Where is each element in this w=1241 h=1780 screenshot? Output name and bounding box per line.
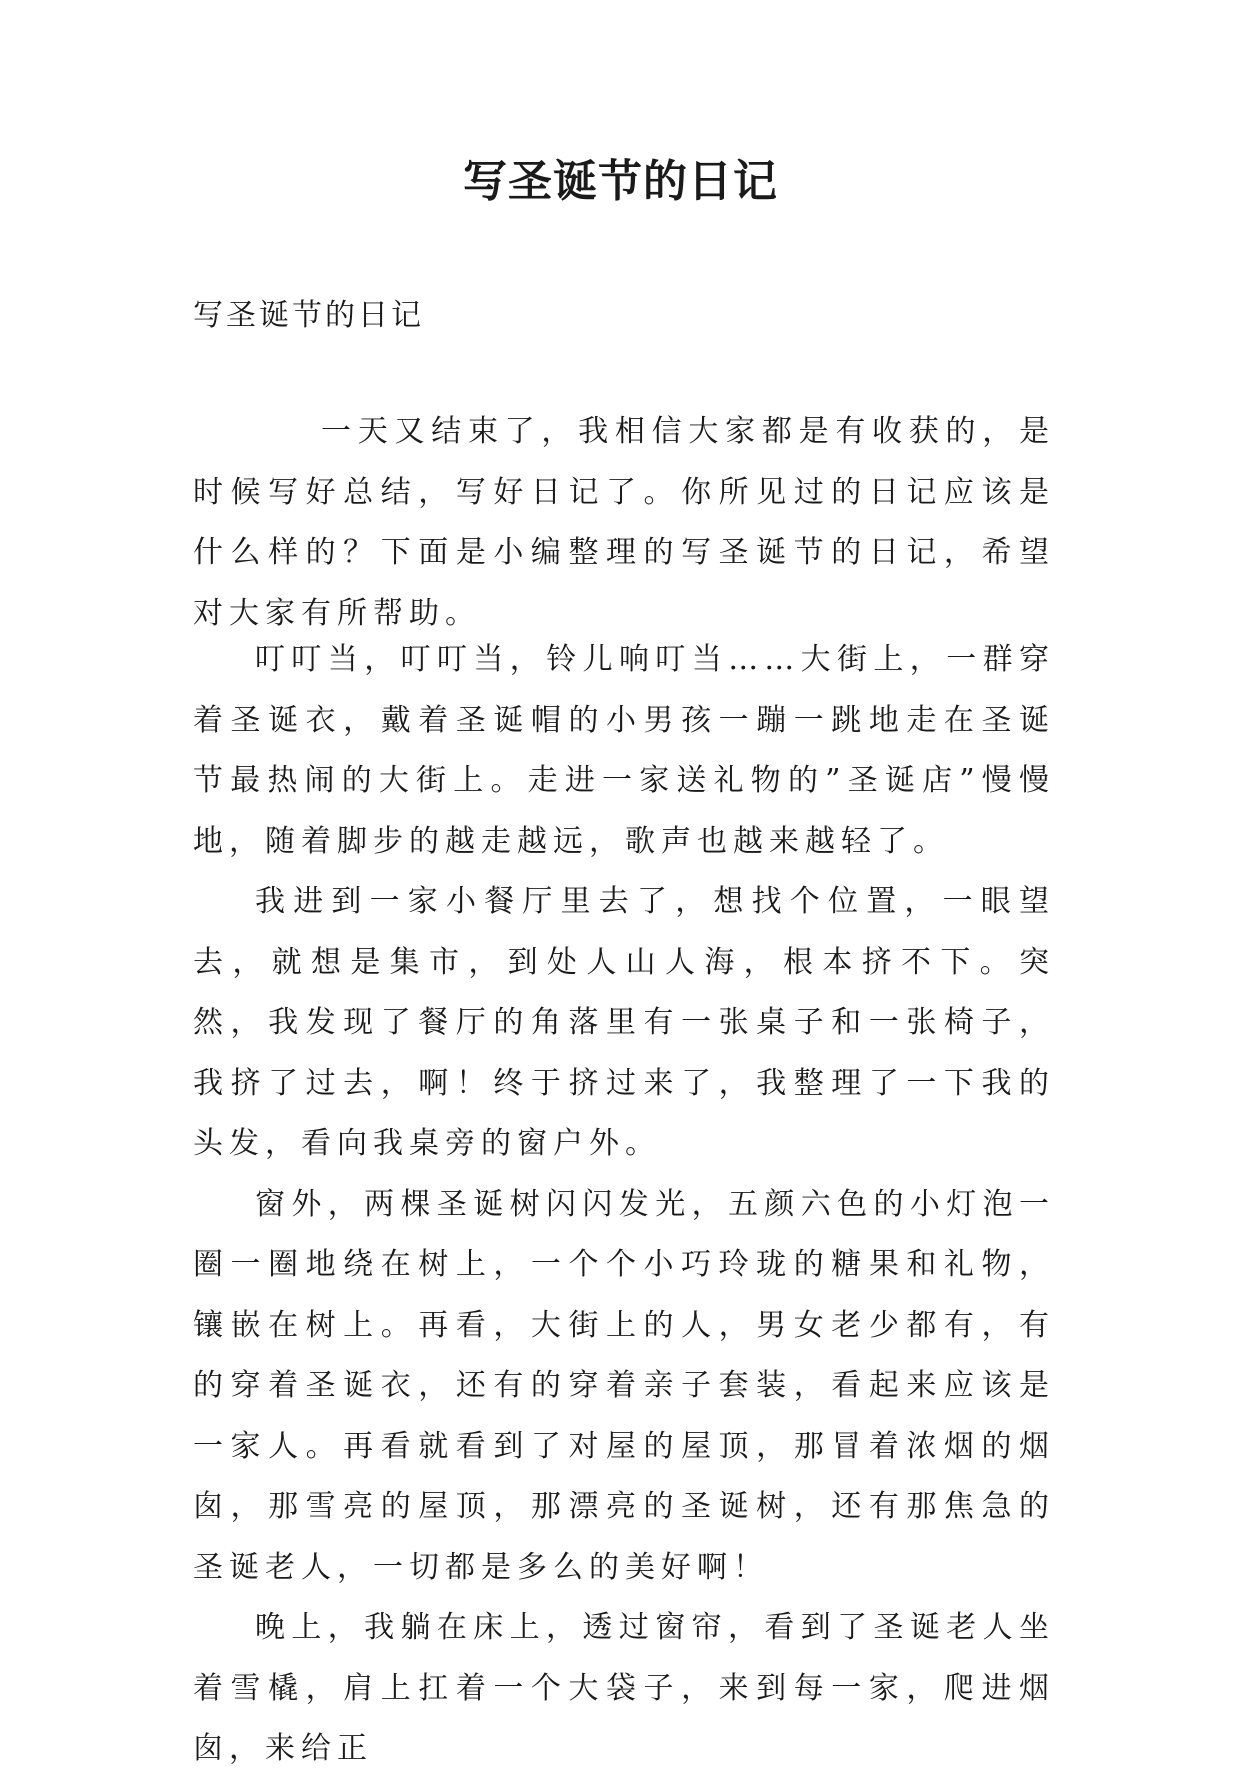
document-subtitle: 写圣诞节的日记 — [193, 298, 424, 333]
diary-body — [193, 630, 1055, 1780]
diary-paragraph: 晚上，我躺在床上，透过窗帘，看到了圣诞老人坐着雪橇，肩上扛着一个大袋子，来到每一家，爬进烟囱，来给正 — [193, 1610, 1055, 1766]
diary-paragraph: 叮叮当，叮叮当，铃儿响叮当……大街上，一群穿着圣诞衣，戴着圣诞帽的小男孩一蹦一跳地走在圣诞节最热闹的大街上。走进一家送礼物的”圣诞店”慢慢地，随着脚步的越走越远，歌声也越来越轻了。 — [193, 642, 1055, 859]
diary-paragraph: 我进到一家小餐厅里去了，想找个位置，一眼望去，就想是集市，到处人山人海，根本挤不下。突然，我发现了餐厅的角落里有一张桌子和一张椅子，我挤了过去，啊！终于挤过来了，我整理了一下我的头发，看向我桌旁的窗户外。 — [193, 884, 1055, 1161]
document-title: 写圣诞节的日记 — [463, 156, 778, 207]
diary-paragraph: 窗外，两棵圣诞树闪闪发光，五颜六色的小灯泡一圈一圈地绕在树上，一个个小巧玲珑的糖果和礼物，镶嵌在树上。再看，大街上的人，男女老少都有，有的穿着圣诞衣，还有的穿着亲子套装，看起来应该是一家人。再看就看到了对屋的屋顶，那冒着浓烟的烟囱，那雪亮的屋顶，那漂亮的圣诞树，还有那焦急的圣诞老人，一切都是多么的美好啊！ — [193, 1186, 1055, 1585]
intro-paragraph: 一天又结束了，我相信大家都是有收获的，是时候写好总结，写好日记了。你所见过的日记应该是什么样的？下面是小编整理的写圣诞节的日记，希望对大家有所帮助。 — [193, 414, 1055, 631]
